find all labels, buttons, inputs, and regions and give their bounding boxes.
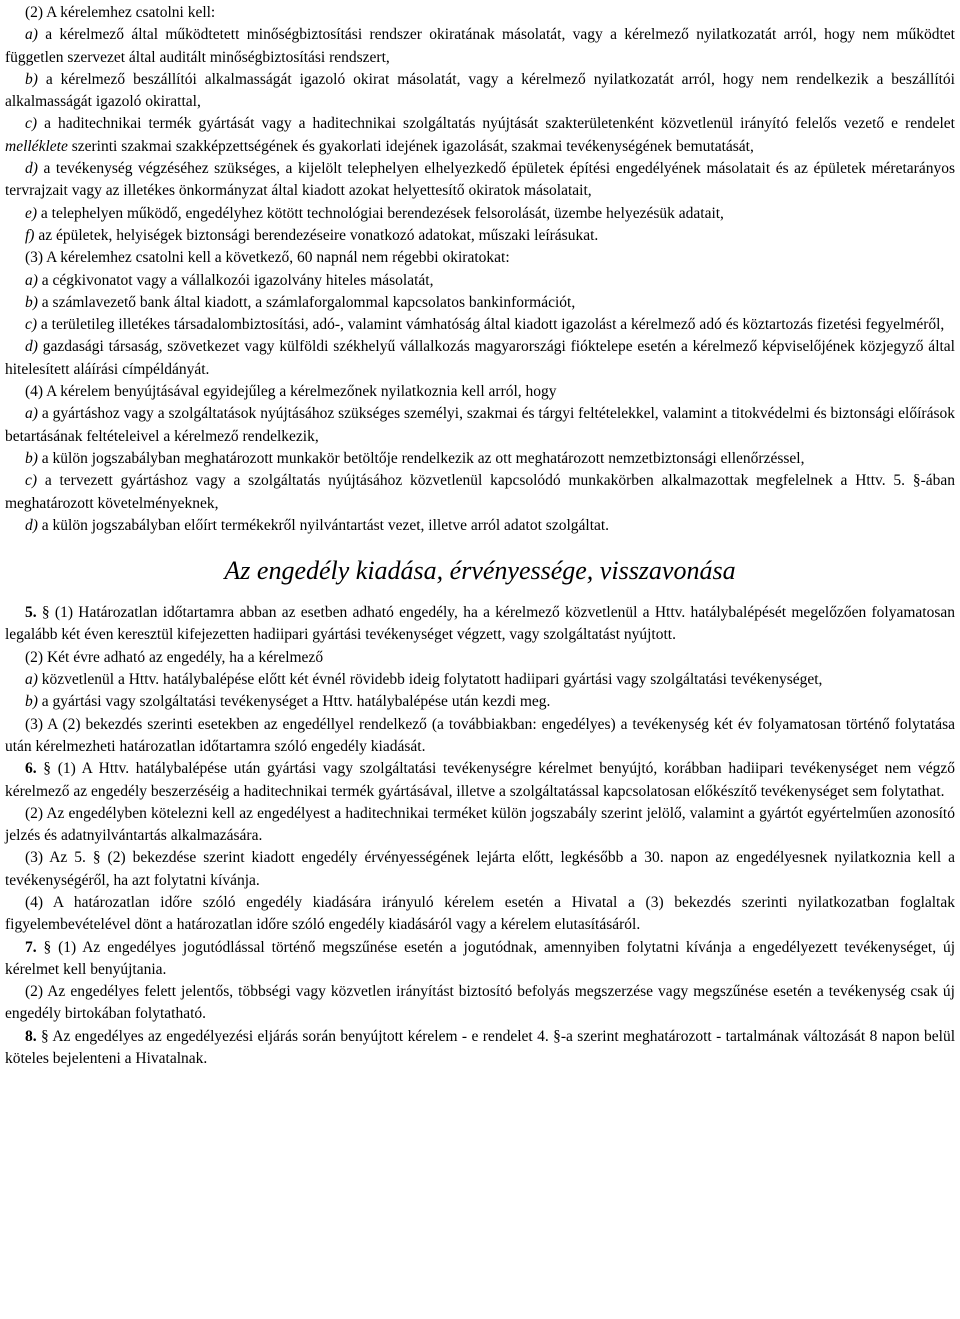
item-marker: a) [25,271,38,289]
item-marker: c) [25,316,38,334]
item-marker: f) [25,226,35,244]
paragraph-text: § (1) A Httv. hatálybalépése után gyártási vagy szolgáltatási tevékenységre kérelmet benyújtó, korábban hadiipari tevékenységet nem végző kérelmező az engedély beszerzéséig a haditechnikai termék gyártásával, illetve a szolgáltatással kapcsolatosan előkészítő tevékenységet sem folytathat. [5,760,955,800]
item-text: a haditechnikai termék gyártását vagy a haditechnikai szolgáltatás nyújtását szakterületenként közvetlenül irányító felelős vezető e rendelet [37,115,955,133]
item-text: a gyártáshoz vagy a szolgáltatások nyújtásához szükséges személyi, szakmai és tárgyi feltételekkel, valamint a titokvédelmi és biztonsági előírások betartásának feltételeivel a kérelmező rendelkezik, [5,405,955,445]
paragraph-6 [5,758,955,803]
item-text: közvetlenül a Httv. hatálybalépése előtt két évnél rövidebb ideig folytatott hadiipari gyártási vagy szolgáltatási tevékenységet, [37,671,823,689]
paragraph-text: § Az engedélyes az engedélyezési eljárás során benyújtott kérelem - e rendelet 4. §-a szerint meghatározott - tartalmának változását 8 napon belül köteles bejelenteni a Hivatalnak. [5,1027,955,1068]
paragraph-7-subsection-2: (2) Az engedélyes felett jelentős, többségi vagy közvetlen irányítást biztosító befolyás megszerzése vagy megszűnése esetén a tevékenység csak új engedély birtokában folytatható. [5,983,955,1023]
item-text: szerinti szakmai szakképzettségének és gyakorlati idejének igazolását, szakmai tevékenységének bemutatását, [67,137,754,155]
item-text: a telephelyen működő, engedélyhez kötött technológiai berendezések felsorolását, üzembe helyezésük adatait, [37,204,724,222]
paragraph-number: 6. [25,760,37,778]
item-marker: b) [25,293,38,311]
section4-item-d [5,515,955,537]
section-heading: Az engedély kiadása, érvényessége, visszavonása [224,556,736,586]
item-text: a számlavezető bank által kiadott, a számlaforgalommal kapcsolatos bankinformációt, [37,293,576,311]
item-text: a tevékenység végzéséhez szükséges, a kijelölt telephelyen elhelyezkedő épületek építési engedélyének másolatait és az épületek méretarányos tervrajzait vagy az illetékes önkormányzat által kiadott azokat helyettesítő okiratok másolatait, [5,160,955,200]
item-marker: c) [25,472,38,490]
item-marker: a) [25,405,38,423]
item-marker: d) [25,160,38,178]
item-marker: d) [25,338,38,356]
item-marker: e) [25,204,38,222]
paragraph-5-item-b [5,691,955,713]
paragraph-6-subsection-4: (4) A határozatlan időre szóló engedély kiadására irányuló kérelem esetén a Hivatal a (3) bekezdés szerinti nyilatkozatban foglaltak figyelembevételével dönt a határozatlan időre szóló engedély kiadásáról vagy a kérelem elutasításáról. [5,893,955,934]
section3-item-a [5,270,955,292]
item-text: a cégkivonatot vagy a vállalkozói igazolvány hiteles másolatát, [37,271,434,289]
section2-intro: (2) A kérelemhez csatolni kell: [25,4,216,21]
paragraph-text: § (1) Az engedélyes jogutódlással történő megszűnése esetén a jogutódnak, amennyiben folytatni kívánja a engedélyezett tevékenységet, új kérelmet kell benyújtania. [5,938,955,978]
item-marker: a) [25,671,38,689]
item-text: gazdasági társaság, szövetkezet vagy külföldi székhelyű vállalkozás magyarországi fióktelepe esetén a kérelmező képviselőjének közjegyző által hitelesített aláírási címpéldányát. [5,338,955,378]
paragraph-number: 7. [25,938,37,956]
paragraph-6-subsection-2: (2) Az engedélyben kötelezni kell az engedélyest a haditechnikai terméket külön jogszabály szerint jelölő, valamint a gyártót egyértelműen azonosító jelzés és adatnyilvántartás alkalmazására. [5,804,955,845]
section2-item-a [5,24,955,69]
paragraph-number: 8. [25,1027,37,1045]
section3-item-d [5,336,955,381]
paragraph-text: § (1) Határozatlan időtartamra abban az esetben adható engedély, ha a kérelmező közvetlenül a Httv. hatálybalépését megelőzően folyamatosan legalább két éven keresztül kifejezetten hadiipari gyártási tevékenységet végzett, vagy szolgáltatást nyújtott. [5,604,955,644]
paragraph-5-item-a [5,669,955,691]
paragraph-5 [5,602,955,647]
item-text: a kérelmező beszállítói alkalmasságát igazoló okirat másolatát, vagy a kérelmező nyilatkozatát arról, hogy nem rendelkezik a beszállítói alkalmasságát igazoló okirattal, [5,70,955,111]
section2-item-d [5,158,955,203]
item-marker: a) [25,26,38,44]
annex-reference: melléklete [5,137,68,155]
section4-intro: (4) A kérelem benyújtásával egyidejűleg a kérelmezőnek nyilatkoznia kell arról, hogy [25,383,557,401]
section3-item-c [5,314,955,336]
item-text: a területileg illetékes társadalombiztosítási, adó-, valamint vámhatóság által kiadott igazolást a kérelmező adó és köztartozás fizetési fegyelméről, [37,316,945,334]
item-marker: b) [25,449,38,467]
section2-item-e [5,203,955,225]
item-text: az épületek, helyiségek biztonsági berendezéseire vonatkozó adatokat, műszaki leírásukat. [34,226,599,244]
item-text: a gyártási vagy szolgáltatási tevékenységet a Httv. hatálybalépése után kezdi meg. [37,693,551,711]
section2-item-b [5,69,955,114]
section3-item-b [5,292,955,314]
paragraph-7 [5,937,955,982]
item-text: a külön jogszabályban meghatározott munkakör betöltője rendelkezik az ott meghatározott nemzetbiztonsági ellenőrzéssel, [37,449,805,467]
paragraph-5-subsection-3: (3) A (2) bekezdés szerinti esetekben az engedéllyel rendelkező (a továbbiakban: engedélyes) a tevékenység két év folyamatosan történő folytatása után kérelmezheti határozatlan időtartamra szóló engedély kiadását. [5,715,955,755]
section3-intro: (3) A kérelemhez csatolni kell a következő, 60 napnál nem régebbi okiratokat: [25,249,510,267]
item-marker: b) [25,693,38,711]
item-text: a kérelmező által működtetett minőségbiztosítási rendszer okiratának másolatát, vagy a kérelmező nyilatkozatát arról, hogy nem működtet független szervezet által auditált minőségbiztosítási rendszert, [5,26,955,66]
section4-item-c [5,470,955,515]
paragraph-number: 5. [25,604,37,622]
item-text: a tervezett gyártáshoz vagy a szolgáltatás nyújtásához közvetlenül kapcsolódó munkakörben alkalmazottak megfelelnek a Httv. 5. §-ában meghatározott követelményeknek, [5,472,955,512]
section2-item-f [5,225,955,247]
section2-item-c [5,113,955,158]
paragraph-5-subsection-2: (2) Két évre adható az engedély, ha a kérelmező [25,648,324,666]
section4-item-b [5,448,955,470]
item-marker: d) [25,516,38,534]
item-text: a külön jogszabályban előírt termékekről nyilvántartást vezet, illetve arról adatot szolgáltat. [37,516,610,534]
paragraph-8 [5,1026,955,1071]
paragraph-6-subsection-3: (3) Az 5. § (2) bekezdése szerint kiadott engedély érvényességének lejárta előtt, legkésőbb a 30. napon az engedélyesnek nyilatkoznia kell a tevékenységéről, ha azt folytatni kívánja. [5,849,955,889]
section4-item-a [5,403,955,448]
item-marker: c) [25,115,38,133]
item-marker: b) [25,70,38,88]
